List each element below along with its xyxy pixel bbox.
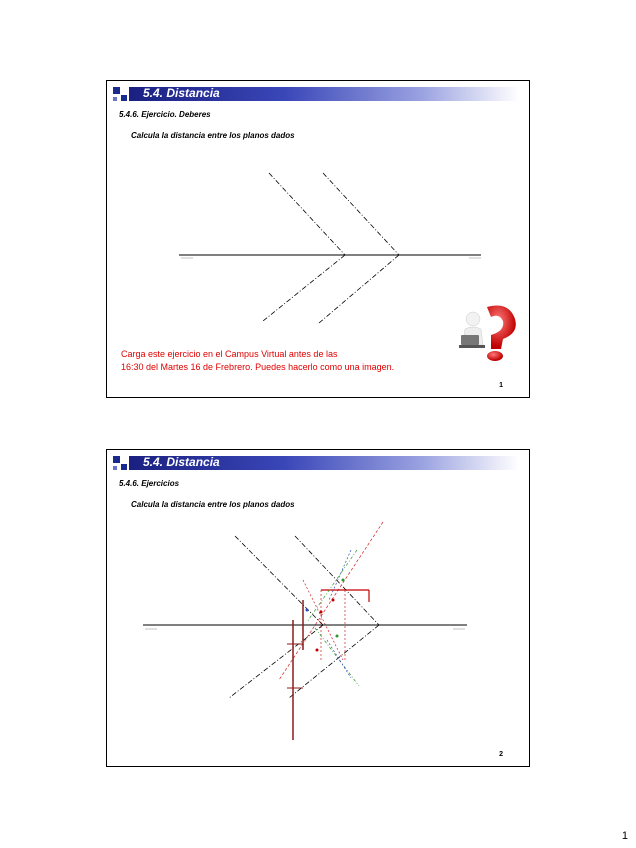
slide-task: Calcula la distancia entre los planos dados [131, 131, 295, 140]
solution-drawing [107, 450, 530, 767]
plane-trace [263, 255, 345, 321]
slide-number: 1 [499, 382, 503, 389]
slide-subtitle: 5.4.6. Ejercicio. Deberes [119, 110, 211, 119]
slide-task: Calcula la distancia entre los planos dados [131, 500, 295, 509]
slide-subtitle: 5.4.6. Ejercicios [119, 479, 180, 488]
construction-line [279, 522, 383, 680]
page-number: 1 [621, 830, 628, 842]
homework-note-line-1: Carga este ejercicio en el Campus Virtual antes de las [121, 349, 338, 359]
construction-line [303, 580, 343, 660]
plane-trace [319, 255, 399, 323]
construction-point [306, 609, 309, 612]
construction-point [332, 599, 335, 602]
plane-trace [269, 173, 345, 255]
construction-point [342, 579, 345, 582]
plane-trace [235, 536, 323, 625]
construction-point [316, 649, 319, 652]
slide-1 [106, 80, 530, 398]
construction-point [320, 611, 323, 614]
slide-number: 2 [499, 751, 503, 758]
homework-note-line-2: 16:30 del Martes 16 de Frebrero. Puedes hacerlo como una imagen. [121, 362, 395, 372]
construction-point [336, 635, 339, 638]
plane-trace [323, 173, 399, 255]
construction-line [327, 640, 351, 678]
construction-line [307, 550, 357, 622]
slide-title: 5.4. Distancia [143, 86, 220, 100]
person-question-mark-icon [457, 299, 521, 363]
slide-2 [106, 449, 530, 767]
slide-title: 5.4. Distancia [143, 455, 220, 469]
plane-trace [295, 536, 379, 625]
plane-trace [229, 625, 323, 698]
